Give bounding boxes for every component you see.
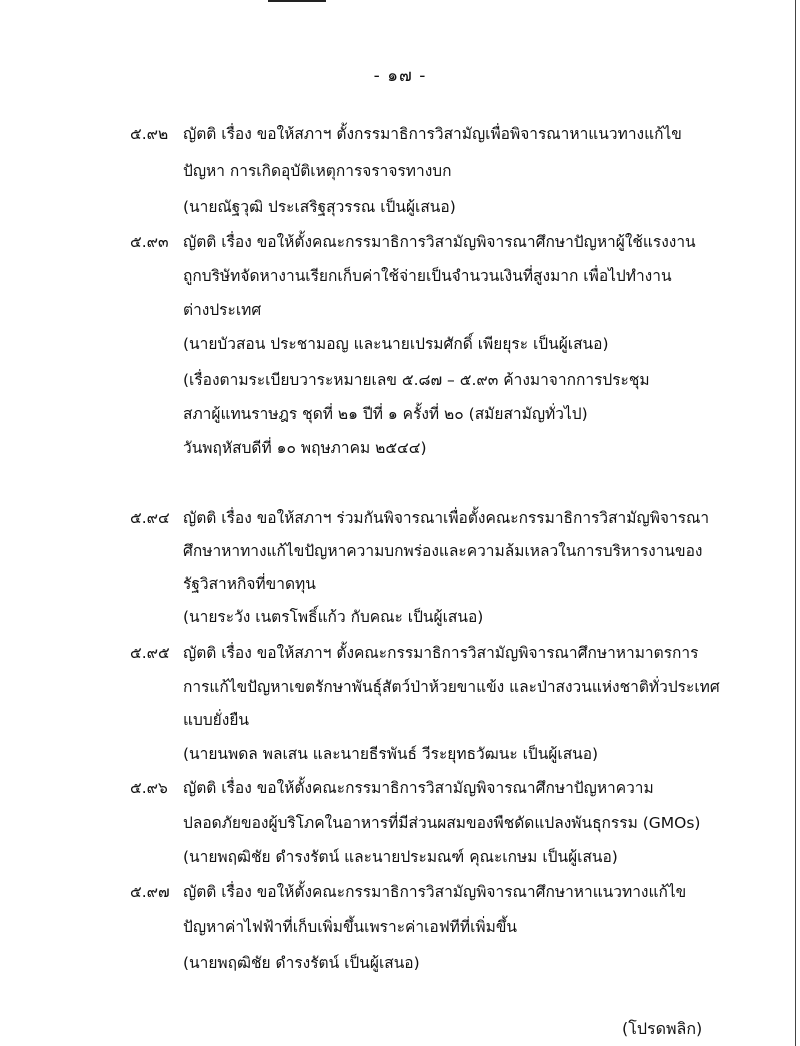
item-number: ๕.๙๒	[130, 125, 169, 143]
item-line: ศึกษาหาทางแก้ไขปัญหาความบกพร่องและความล้มเหลวในการบริหารงานของ	[183, 542, 703, 560]
item-note: วันพฤหัสบดีที่ ๑๐ พฤษภาคม ๒๕๔๔)	[183, 439, 427, 457]
top-rule	[268, 0, 326, 2]
item-proposer: (นายนพดล พลเสน และนายธีรพันธ์ วีระยุทธวัฒนะ เป็นผู้เสนอ)	[183, 745, 599, 763]
item-line: รัฐวิสาหกิจที่ขาดทุน	[183, 575, 316, 593]
page-edge-line	[795, 0, 796, 1046]
item-line: ปัญหาค่าไฟฟ้าที่เก็บเพิ่มขึ้นเพราะค่าเอฟทีที่เพิ่มขึ้น	[183, 918, 518, 936]
item-line: ญัตติ เรื่อง ขอให้ตั้งคณะกรรมาธิการวิสามัญพิจารณาศึกษาปัญหาผู้ใช้แรงงาน	[183, 233, 696, 251]
item-note: (เรื่องตามระเบียบวาระหมายเลข ๕.๘๗ – ๕.๙๓ ค้างมาจากการประชุม	[183, 371, 650, 389]
item-proposer: (นายพฤฒิชัย ดำรงรัตน์ และนายประมณฑ์ คุณะเกษม เป็นผู้เสนอ)	[183, 848, 618, 866]
item-number: ๕.๙๗	[130, 883, 170, 901]
item-number: ๕.๙๓	[130, 233, 169, 251]
item-line: แบบยั่งยืน	[183, 711, 249, 729]
item-line: ญัตติ เรื่อง ขอให้ตั้งคณะกรรมาธิการวิสามัญพิจารณาศึกษาปัญหาความ	[183, 779, 654, 797]
page-number: - ๑๗ -	[373, 66, 427, 86]
item-line: ญัตติ เรื่อง ขอให้สภาฯ ร่วมกันพิจารณาเพื่อตั้งคณะกรรมาธิการวิสามัญพิจารณา	[183, 509, 710, 527]
item-line: ญัตติ เรื่อง ขอให้ตั้งคณะกรรมาธิการวิสามัญพิจารณาศึกษาหาแนวทางแก้ไข	[183, 883, 687, 901]
item-proposer: (นายพฤฒิชัย ดำรงรัตน์ เป็นผู้เสนอ)	[183, 954, 420, 972]
item-proposer: (นายณัฐวุฒิ ประเสริฐสุวรรณ เป็นผู้เสนอ)	[183, 198, 456, 216]
item-proposer: (นายบัวสอน ประชามอญ และนายเปรมศักดิ์ เพียยุระ เป็นผู้เสนอ)	[183, 335, 609, 353]
item-number: ๕.๙๖	[130, 779, 168, 797]
item-line: ญัตติ เรื่อง ขอให้สภาฯ ตั้งคณะกรรมาธิการวิสามัญพิจารณาศึกษาหามาตรการ	[183, 644, 699, 662]
page-turn-note: (โปรดพลิก)	[622, 1019, 703, 1038]
item-number: ๕.๙๔	[130, 509, 170, 527]
item-number: ๕.๙๕	[130, 644, 170, 662]
item-note: สภาผู้แทนราษฎร ชุดที่ ๒๑ ปีที่ ๑ ครั้งที่ ๒๐ (สมัยสามัญทั่วไป)	[183, 405, 588, 423]
item-line: ปัญหา การเกิดอุบัติเหตุการจราจรทางบก	[183, 162, 452, 180]
item-proposer: (นายระวัง เนตรโพธิ์แก้ว กับคณะ เป็นผู้เสนอ)	[183, 608, 484, 626]
item-line: ปลอดภัยของผู้บริโภคในอาหารที่มีส่วนผสมของพืชดัดแปลงพันธุกรรม (GMOs)	[183, 814, 701, 832]
item-line: ต่างประเทศ	[183, 301, 262, 319]
item-line: ถูกบริษัทจัดหางานเรียกเก็บค่าใช้จ่ายเป็นจำนวนเงินที่สูงมาก เพื่อไปทำงาน	[183, 267, 672, 285]
item-line: ญัตติ เรื่อง ขอให้สภาฯ ตั้งกรรมาธิการวิสามัญเพื่อพิจารณาหาแนวทางแก้ไข	[183, 125, 682, 143]
item-line: การแก้ไขปัญหาเขตรักษาพันธุ์สัตว์ป่าห้วยขาแข้ง และป่าสงวนแห่งชาติทั่วประเทศ	[183, 678, 720, 696]
